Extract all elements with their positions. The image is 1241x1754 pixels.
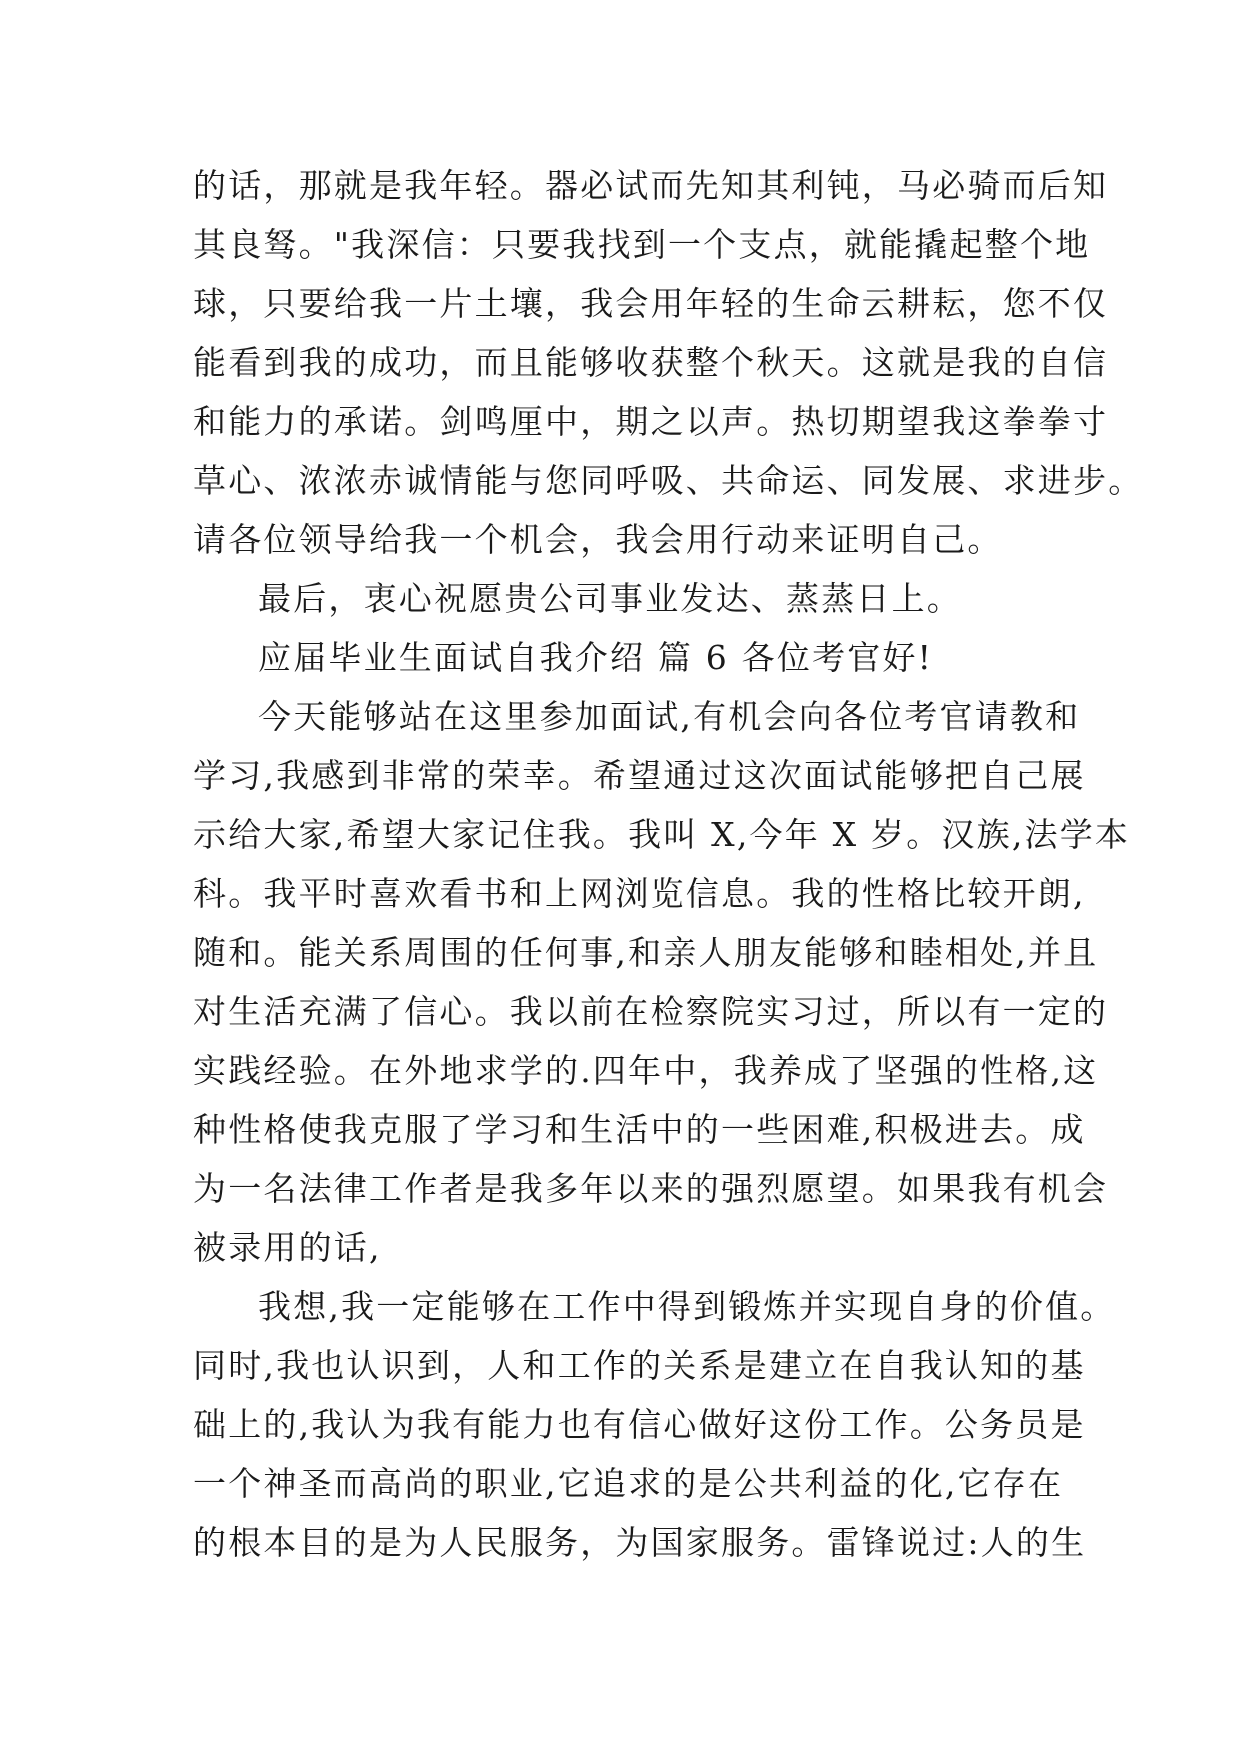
text-line: 的话，那就是我年轻。器必试而先知其利钝，马必骑而后知 — [193, 166, 1109, 205]
text-line: 科。我平时喜欢看书和上网浏览信息。我的性格比较开朗, — [193, 874, 1086, 913]
text-line: 被录用的话, — [193, 1228, 382, 1267]
text-line: 我想,我一定能够在工作中得到锻炼并实现自身的价值。 — [258, 1287, 1116, 1326]
text-line: 对生活充满了信心。我以前在检察院实习过，所以有一定的 — [193, 992, 1109, 1031]
text-line: 的根本目的是为人民服务，为国家服务。雷锋说过:人的生 — [193, 1523, 1087, 1562]
text-line: 础上的,我认为我有能力也有信心做好这份工作。公务员是 — [193, 1405, 1086, 1444]
text-line: 种性格使我克服了学习和生活中的一些困难,积极进去。成 — [193, 1110, 1086, 1149]
text-line: 一个神圣而高尚的职业,它追求的是公共利益的化,它存在 — [193, 1464, 1064, 1503]
text-line: 请各位领导给我一个机会，我会用行动来证明自己。 — [193, 520, 1003, 559]
text-line: 示给大家,希望大家记住我。我叫 X,今年 X 岁。汉族,法学本 — [193, 815, 1131, 854]
text-line: 为一名法律工作者是我多年以来的强烈愿望。如果我有机会 — [193, 1169, 1109, 1208]
text-line: 草心、浓浓赤诚情能与您同呼吸、共命运、同发展、求进步。 — [193, 461, 1144, 500]
text-line: 能看到我的成功，而且能够收获整个秋天。这就是我的自信 — [193, 343, 1109, 382]
text-line: 随和。能关系周围的任何事,和亲人朋友能够和睦相处,并且 — [193, 933, 1099, 972]
text-line: 其良驽。"我深信：只要我找到一个支点，就能撬起整个地 — [193, 225, 1091, 264]
text-line: 最后，衷心祝愿贵公司事业发达、蒸蒸日上。 — [258, 579, 962, 618]
text-line: 同时,我也认识到，人和工作的关系是建立在自我认知的基 — [193, 1346, 1086, 1385]
text-line: 学习,我感到非常的荣幸。希望通过这次面试能够把自己展 — [193, 756, 1086, 795]
text-line: 实践经验。在外地求学的.四年中，我养成了坚强的性格,这 — [193, 1051, 1099, 1090]
text-line: 球，只要给我一片土壤，我会用年轻的生命云耕耘，您不仅 — [193, 284, 1109, 323]
section-heading: 应届毕业生面试自我介绍 篇 6 各位考官好! — [258, 638, 934, 677]
text-line: 今天能够站在这里参加面试,有机会向各位考官请教和 — [258, 697, 1081, 736]
text-line: 和能力的承诺。剑鸣厘中，期之以声。热切期望我这拳拳寸 — [193, 402, 1109, 441]
